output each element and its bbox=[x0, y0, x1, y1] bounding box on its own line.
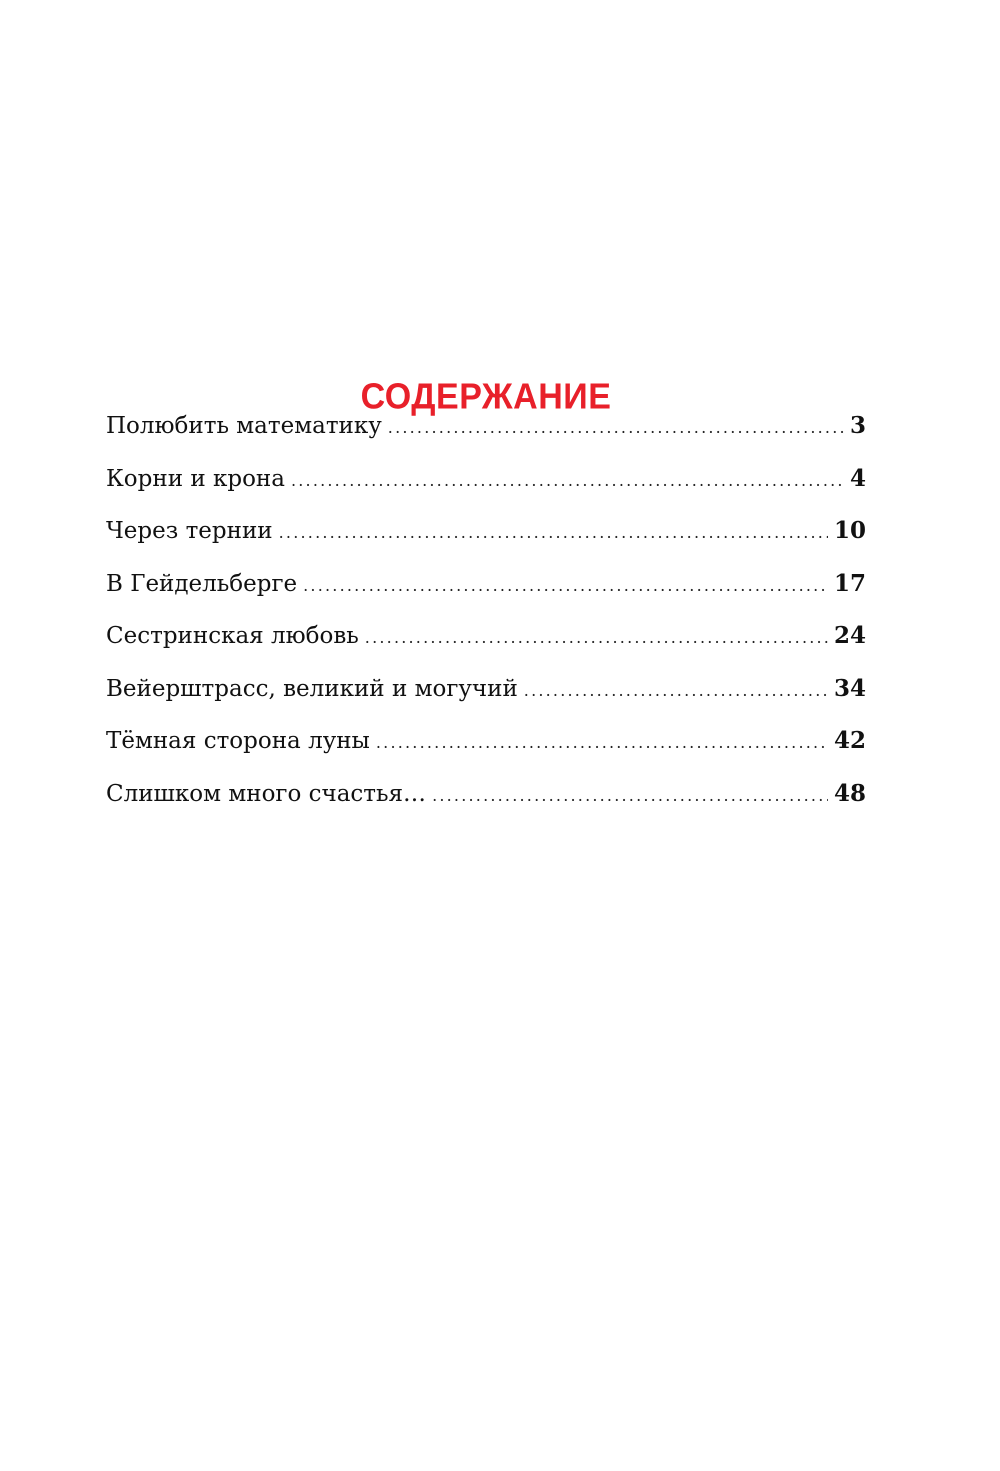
toc-entry[interactable] bbox=[106, 570, 866, 623]
dot-leader bbox=[376, 733, 828, 752]
toc-entry-title: Сестринская любовь bbox=[106, 623, 359, 649]
toc-entry-title: Корни и крона bbox=[106, 465, 285, 492]
toc-entry-title: Полюбить математику bbox=[106, 413, 382, 439]
toc-entry-page-number: 34 bbox=[833, 674, 866, 702]
toc-entry-page-number: 4 bbox=[849, 464, 866, 492]
toc-entry[interactable] bbox=[106, 780, 866, 833]
toc-entry[interactable] bbox=[106, 465, 866, 518]
toc-entry-page-number: 10 bbox=[833, 517, 866, 544]
toc-entry-title: Через тернии bbox=[106, 518, 273, 544]
dot-leader bbox=[365, 628, 828, 647]
dot-leader bbox=[279, 523, 828, 542]
toc-entry-title: В Гейдельберге bbox=[106, 570, 298, 597]
toc-entry[interactable] bbox=[106, 675, 866, 728]
toc-entry[interactable] bbox=[106, 517, 866, 570]
dot-leader bbox=[388, 418, 844, 437]
dot-leader bbox=[303, 576, 828, 595]
toc-entry-page-number: 48 bbox=[833, 779, 866, 807]
toc-entry-page-number: 24 bbox=[833, 622, 866, 649]
dot-leader bbox=[432, 786, 828, 805]
toc-entry-title: Вейерштрасс, великий и могучий bbox=[106, 675, 518, 702]
toc-heading: СОДЕРЖАНИЕ bbox=[360, 376, 612, 417]
toc-entry[interactable] bbox=[106, 622, 866, 675]
toc-entry-title: Слишком много счастья… bbox=[106, 780, 427, 807]
toc-entry-page-number: 17 bbox=[833, 569, 866, 597]
toc-entry-title: Тёмная сторона луны bbox=[106, 728, 370, 754]
toc-entry[interactable] bbox=[106, 412, 866, 465]
dot-leader bbox=[291, 471, 844, 490]
toc-entry-page-number: 3 bbox=[849, 412, 866, 439]
toc-entry[interactable] bbox=[106, 727, 866, 780]
toc-entry-page-number: 42 bbox=[833, 727, 866, 754]
dot-leader bbox=[524, 681, 828, 700]
toc-list bbox=[106, 412, 866, 832]
